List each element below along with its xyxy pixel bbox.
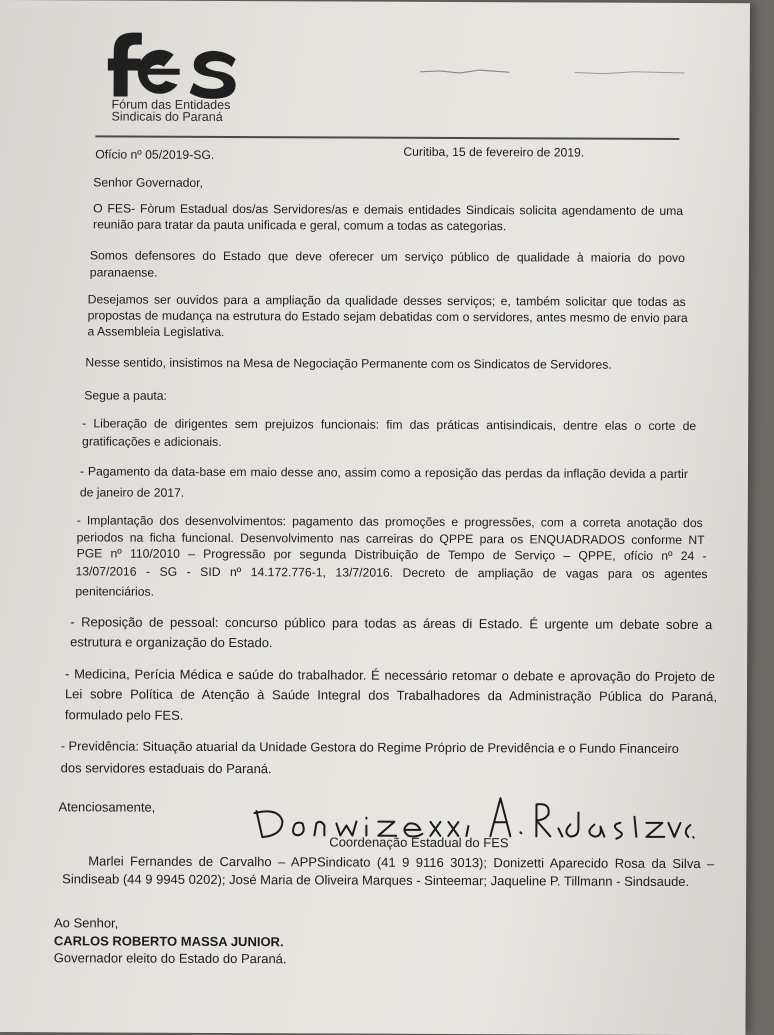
- body-line: a Assembleia Legislativa.: [87, 324, 225, 339]
- fes-logo: [107, 28, 247, 124]
- agenda-item-line: de janeiro de 2017.: [79, 485, 185, 500]
- body-line: Somos defensores do Estado que deve oferecer um serviço público de qualidade à maioria do povo: [89, 248, 685, 265]
- signer-title: Coordenação Estadual do FES: [329, 834, 509, 851]
- recipient-name: CARLOS ROBERTO MASSA JUNIOR.: [53, 933, 284, 950]
- agenda-item-line: estrutura e organização do Estado.: [70, 634, 273, 651]
- agenda-item-line: penitenciários.: [75, 584, 155, 599]
- body-line: O FES- Fòrum Estadual dos/as Servidores/as e demais entidades Sindicais solicita agendamento de uma: [93, 201, 684, 218]
- org-name-line2: Sindicais do Paraná: [111, 109, 223, 124]
- body-line: paranaense.: [89, 265, 158, 280]
- faint-mark-decoration: [575, 69, 685, 77]
- agenda-item-line: - Medicina, Perícia Médica e saúde do trabalhador. É necessário retomar o debate e aprovação do Projeto de: [65, 666, 716, 685]
- agenda-item-line: - Pagamento da data-base em maio desse ano, assim como a reposição das perdas da inflação devida a partir: [79, 464, 688, 482]
- agenda-item-line: dos servidores estaduais do Paraná.: [60, 760, 272, 777]
- org-name-line1: Fórum das Entidades: [111, 97, 231, 113]
- body-line: reunião para tratar da pauta unificada e geral, comum a todas as categorias.: [92, 217, 507, 234]
- salutation: Senhor Governador,: [93, 175, 204, 190]
- agenda-item-line: gratificações e adicionais.: [82, 434, 222, 449]
- agenda-item-line: Lei sobre Política de Atenção à Saúde Integral dos Trabalhadores da Administração Pública do Paraná,: [64, 686, 717, 705]
- recipient-title: Governador eleito do Estado do Paraná.: [53, 950, 287, 967]
- signers-line: Marlei Fernandes de Carvalho – APPSindicato (41 9 9116 3013); Donizetti Aparecido Rosa da Silva –: [88, 853, 715, 872]
- header-divider: [95, 135, 679, 140]
- body-line: propostas de mudança na estrutura do Estado sejam debatidas com o servidores, antes mesmo de envio para: [87, 308, 688, 326]
- agenda-item-line: - Previdência: Situação atuarial da Unidade Gestora do Regime Próprio de Previdência e o Fundo Financeiro: [60, 738, 679, 756]
- agenda-item-line: - Implantação dos desenvolvimentos: pagamento das promoções e progressões, com a correta anotação dos: [76, 513, 703, 531]
- reference-number: Ofício nº 05/2019-SG.: [95, 147, 215, 162]
- signers-line: Sindiseab (44 9 9945 0202); José Maria de Oliveira Marques - Sinteemar; Jaqueline P. Tillmann - Sindsaude.: [62, 871, 690, 890]
- agenda-item-line: PGE nº 110/2010 – Progressão por segunda Distribuição de Tempo de Serviço – QPPE, ofício nº 24 -: [76, 546, 707, 564]
- body-line: Desejamos ser ouvidos para a ampliação da qualidade desses serviços; e, também solicitar que todas as: [87, 292, 686, 309]
- recipient-intro: Ao Senhor,: [53, 915, 119, 931]
- closing: Atenciosamente,: [58, 799, 156, 815]
- agenda-item-line: - Reposição de pessoal: concurso público para todas as áreas di Estado. É urgente um debate sobre a: [70, 614, 713, 633]
- agenda-item-line: - Liberação de dirigentes sem prejuizos funcionais: fim das práticas antisindicais, dentre elas o corte de: [82, 416, 697, 434]
- agenda-item-line: 13/07/2016 - SG - SID nº 14.172.776-1, 13/7/2016. Decreto de ampliação de vagas para os agentes: [75, 564, 708, 582]
- agenda-item-line: periodos na ficha funcional. Desenvolvimento nas carreiras do QPPE para os ENQUADRADOS conforme NT: [76, 530, 705, 548]
- faint-mark-decoration: [420, 66, 510, 76]
- place-date: Curitiba, 15 de fevereiro de 2019.: [403, 144, 585, 160]
- agenda-item-line: formulado pelo FES.: [64, 707, 184, 723]
- body-line: Nesse sentido, insistimos na Mesa de Negociação Permanente com os Sindicatos de Servidores.: [85, 355, 612, 372]
- fes-logo-icon: [108, 28, 248, 99]
- body-line: Segue a pauta:: [84, 388, 167, 403]
